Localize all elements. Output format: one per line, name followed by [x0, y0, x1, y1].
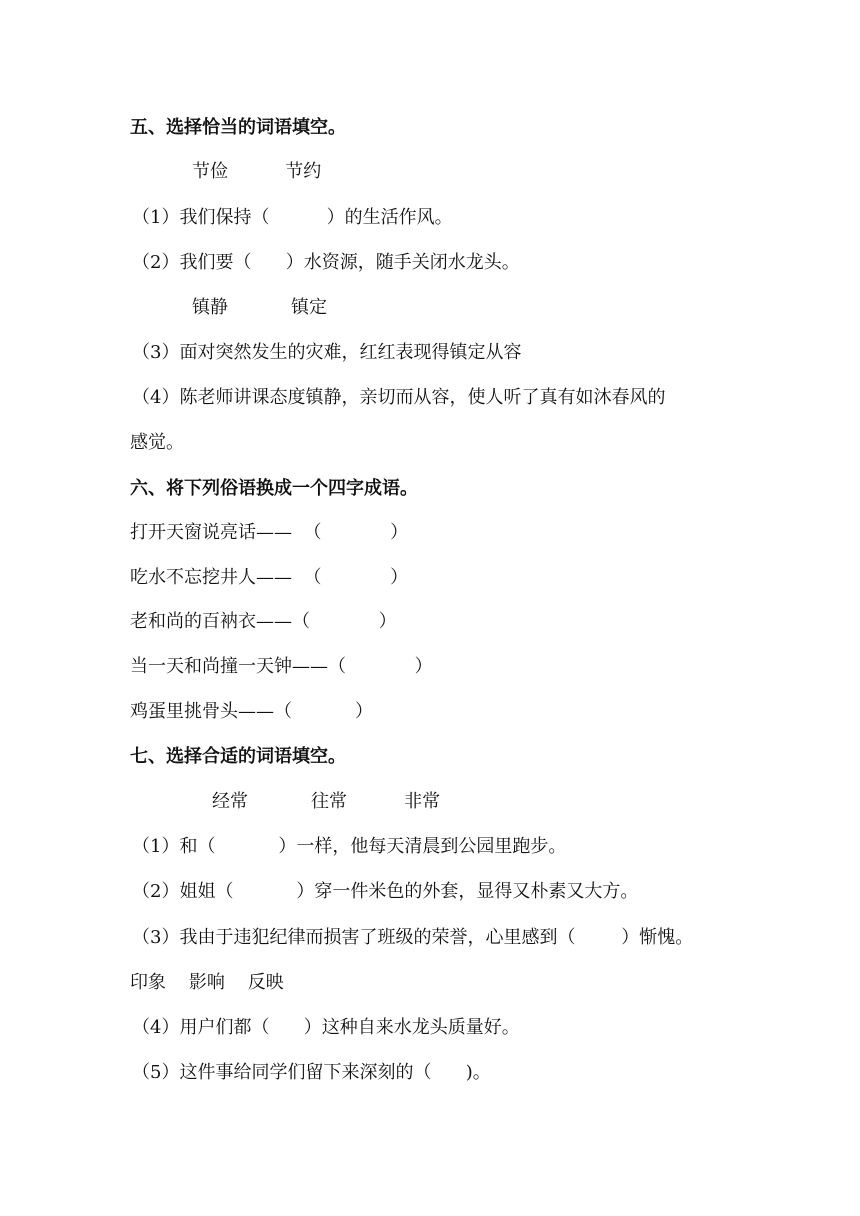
question-4: （4）陈老师讲课态度镇静，亲切而从容，使人听了真有如沐春风的 — [132, 387, 666, 408]
idiom-item: 老和尚的百衲衣——（ ） — [130, 611, 397, 632]
question-7-5: （5）这件事给同学们留下来深刻的（ )。 — [132, 1062, 491, 1083]
idiom-item: 当一天和尚撞一天钟——（ ） — [130, 656, 433, 677]
question-3: （3）面对突然发生的灾难，红红表现得镇定从容 — [132, 342, 522, 363]
word-options-3: 经常 往常 非常 — [212, 791, 441, 812]
word-options-2: 镇静 镇定 — [192, 297, 327, 318]
idiom-item: 鸡蛋里挑骨头——（ ） — [130, 701, 373, 722]
section-5-heading: 五、选择恰当的词语填空。 — [130, 117, 346, 138]
word-options-1: 节俭 节约 — [192, 161, 322, 182]
question-7-4: （4）用户们都（ ）这种自来水龙头质量好。 — [132, 1017, 520, 1038]
section-6-heading: 六、将下列俗语换成一个四字成语。 — [130, 478, 418, 499]
question-7-3: （3）我由于违犯纪律而损害了班级的荣誉，心里感到（ ）惭愧。 — [132, 927, 694, 948]
question-7-2: （2）姐姐（ ）穿一件米色的外套，显得又朴素又大方。 — [132, 881, 639, 902]
question-4-continuation: 感觉。 — [130, 432, 184, 453]
section-7-heading: 七、选择合适的词语填空。 — [130, 746, 346, 767]
question-7-1: （1）和（ ）一样，他每天清晨到公园里跑步。 — [132, 836, 567, 857]
idiom-item: 打开天窗说亮话—— （ ） — [130, 522, 409, 543]
idiom-item: 吃水不忘挖井人—— （ ） — [130, 567, 409, 588]
word-options-4: 印象 影响 反映 — [130, 972, 284, 993]
question-1: （1）我们保持（ ）的生活作风。 — [132, 207, 453, 228]
question-2: （2）我们要（ ）水资源，随手关闭水龙头。 — [132, 252, 520, 273]
